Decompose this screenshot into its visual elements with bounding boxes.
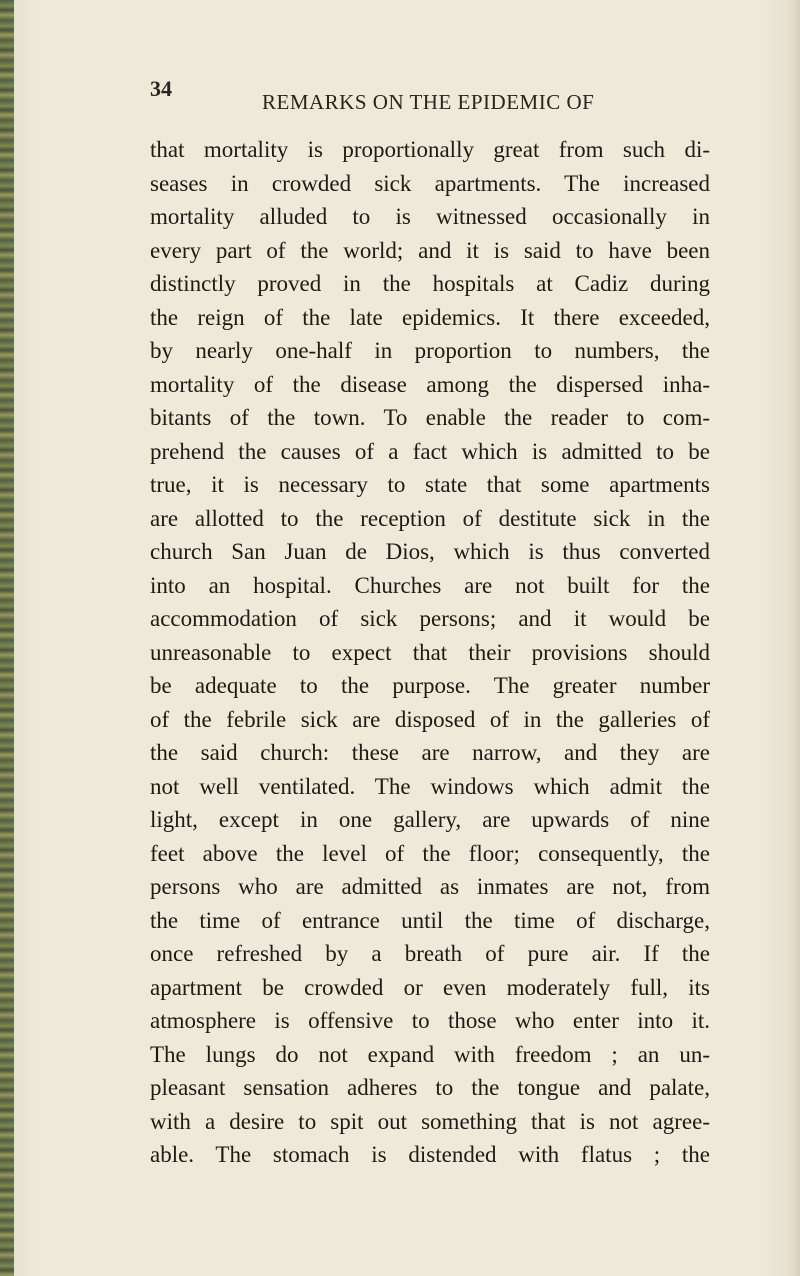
text-line: pleasant sensation adheres to the tongue and palate, — [150, 1075, 710, 1100]
text-line: be adequate to the purpose. The greater number — [150, 673, 710, 698]
text-line: apartment be crowded or even moderately full, its — [150, 974, 710, 1000]
text-line: mortality of the disease among the dispersed inha- — [150, 371, 710, 397]
text-line: persons who are admitted as inmates are not, from — [150, 874, 710, 899]
text-line: the said church: these are narrow, and they are — [150, 740, 710, 765]
body-text — [150, 133, 710, 1172]
text-line: unreasonable to expect that their provisions should — [150, 639, 710, 665]
book-binding-edge — [0, 0, 14, 1276]
text-line: atmosphere is offensive to those who enter into it. — [150, 1008, 710, 1033]
text-line: seases in crowded sick apartments. The increased — [150, 170, 710, 196]
text-line: feet above the level of the floor; consequently, the — [150, 840, 710, 866]
text-line: mortality alluded to is witnessed occasionally in — [150, 204, 710, 229]
text-line: are allotted to the reception of destitute sick in the — [150, 505, 710, 531]
page-header — [150, 76, 750, 118]
text-line: The lungs do not expand with freedom ; an un- — [150, 1041, 710, 1067]
text-line: of the febrile sick are disposed of in the galleries of — [150, 706, 710, 732]
text-line: able. The stomach is distended with flatus ; the — [150, 1142, 710, 1167]
text-line: every part of the world; and it is said to have been — [150, 237, 710, 263]
text-line: true, it is necessary to state that some apartments — [150, 472, 710, 497]
text-line: the reign of the late epidemics. It there exceeded, — [150, 304, 710, 330]
text-line: into an hospital. Churches are not built for the — [150, 572, 710, 598]
text-line: accommodation of sick persons; and it would be — [150, 606, 710, 631]
text-line: prehend the causes of a fact which is admitted to be — [150, 438, 710, 464]
text-line: not well ventilated. The windows which admit the — [150, 773, 710, 799]
text-line: light, except in one gallery, are upwards of nine — [150, 807, 710, 832]
running-head: REMARKS ON THE EPIDEMIC OF — [262, 90, 595, 114]
text-line: once refreshed by a breath of pure air. If the — [150, 941, 710, 966]
text-line: with a desire to spit out something that is not agree- — [150, 1108, 710, 1134]
text-line: by nearly one-half in proportion to numbers, the — [150, 338, 710, 363]
page-number: 34 — [150, 76, 172, 101]
text-line: church San Juan de Dios, which is thus converted — [150, 539, 710, 564]
text-line: distinctly proved in the hospitals at Cadiz during — [150, 271, 710, 296]
text-line: that mortality is proportionally great from such di- — [150, 137, 710, 162]
text-line: the time of entrance until the time of discharge, — [150, 907, 710, 933]
text-line: bitants of the town. To enable the reader to com- — [150, 405, 710, 430]
